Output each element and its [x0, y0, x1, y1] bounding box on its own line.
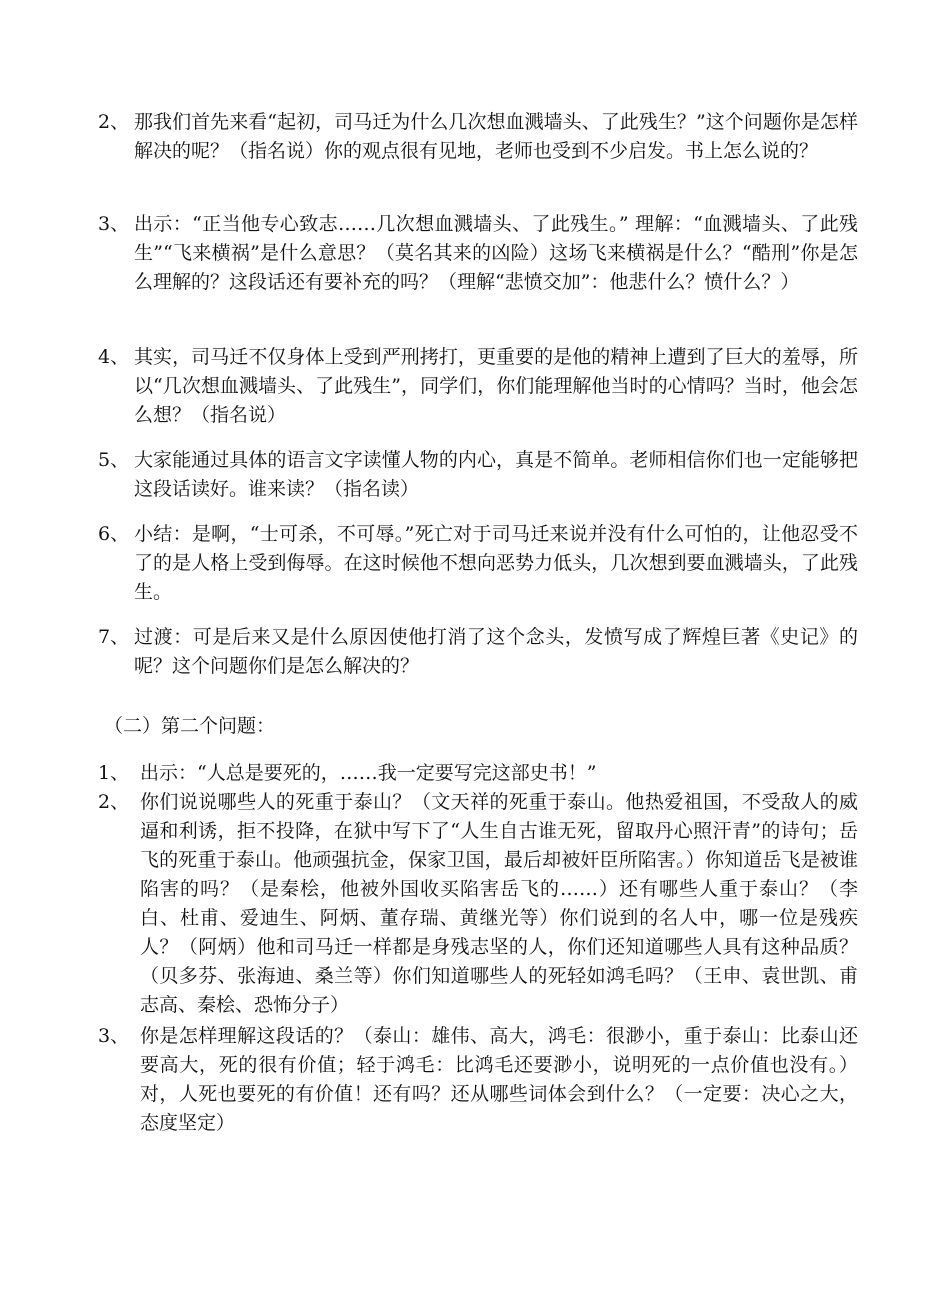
- paragraph-item-2b: [98, 788, 858, 1020]
- item-text: 小结：是啊，“士可杀，不可辱。”死亡对于司马迁来说并没有什么可怕的，让他忍受不了的是人格上受到侮辱。在这时候他不想向恶势力低头，几次想到要血溅墙头，了此残生。: [134, 523, 858, 603]
- item-text: 过渡：可是后来又是什么原因使他打消了这个念头，发愤写成了辉煌巨著《史记》的呢？这个问题你们是怎么解决的？: [134, 626, 858, 677]
- item-text: 大家能通过具体的语言文字读懂人物的内心，真是不简单。老师相信你们也一定能够把这段话读好。谁来读？（指名读）: [134, 449, 858, 500]
- paragraph-item-2: [98, 108, 858, 166]
- paragraph-item-3b: [98, 1022, 858, 1138]
- item-text: 出示：“人总是要死的，……我一定要写完这部史书！”: [140, 762, 597, 784]
- item-number: 3、: [98, 213, 130, 235]
- item-number: 5、: [98, 449, 130, 471]
- item-number: 2、: [98, 791, 130, 813]
- item-number: 4、: [98, 346, 130, 368]
- item-text: 那我们首先来看“起初，司马迁为什么几次想血溅墙头、了此残生？”这个问题你是怎样解决的呢？（指名说）你的观点很有见地，老师也受到不少启发。书上怎么说的？: [134, 111, 858, 162]
- paragraph-item-3: [98, 210, 858, 297]
- item-number: 7、: [98, 626, 130, 648]
- section-heading: （二）第二个问题：: [104, 715, 276, 737]
- item-number: 3、: [98, 1025, 130, 1047]
- paragraph-item-1: [98, 759, 858, 788]
- paragraph-item-7: [98, 623, 858, 681]
- paragraph-item-5: [98, 446, 858, 504]
- paragraph-item-6: [98, 520, 858, 607]
- item-number: 1、: [98, 762, 130, 784]
- item-number: 2、: [98, 111, 130, 133]
- paragraph-item-4: [98, 343, 858, 430]
- item-text: 你是怎样理解这段话的？（泰山：雄伟、高大，鸿毛：很渺小，重于泰山：比泰山还要高大，死的很有价值；轻于鸿毛：比鸿毛还要渺小，说明死的一点价值也没有。）对，人死也要死的有价值！还有吗？还从哪些词体会到什么？（一定要：决心之大，态度坚定）: [140, 1025, 858, 1134]
- item-number: 6、: [98, 523, 130, 545]
- item-text: 你们说说哪些人的死重于泰山？（文天祥的死重于泰山。他热爱祖国，不受敌人的威逼和利诱，拒不投降，在狱中写下了“人生自古谁无死，留取丹心照汗青”的诗句；岳飞的死重于泰山。他顽强抗金，保家卫国，最后却被奸臣所陷害。）你知道岳飞是被谁陷害的吗？（是秦桧，他被外国收买陷害岳飞的……）还有哪些人重于泰山？（李白、杜甫、爱迪生、阿炳、董存瑞、黄继光等）你们说到的名人中，哪一位是残疾人？（阿炳）他和司马迁一样都是身残志坚的人，你们还知道哪些人具有这种品质？（贝多芬、张海迪、桑兰等）你们知道哪些人的死轻如鸿毛吗？（王申、袁世凯、甫志高、秦桧、恐怖分子）: [140, 791, 858, 1016]
- item-text: 出示：“正当他专心致志……几次想血溅墙头、了此残生。” 理解：“血溅墙头、了此残生”“飞来横祸”是什么意思？（莫名其来的凶险）这场飞来横祸是什么？“酷刑”你是怎么理解的？这段话还有要补充的吗？（理解“悲愤交加”：他悲什么？愤什么？）: [134, 213, 858, 293]
- item-text: 其实，司马迁不仅身体上受到严刑拷打，更重要的是他的精神上遭到了巨大的羞辱，所以“几次想血溅墙头、了此残生”，同学们，你们能理解他当时的心情吗？当时，他会怎么想？（指名说）: [134, 346, 858, 426]
